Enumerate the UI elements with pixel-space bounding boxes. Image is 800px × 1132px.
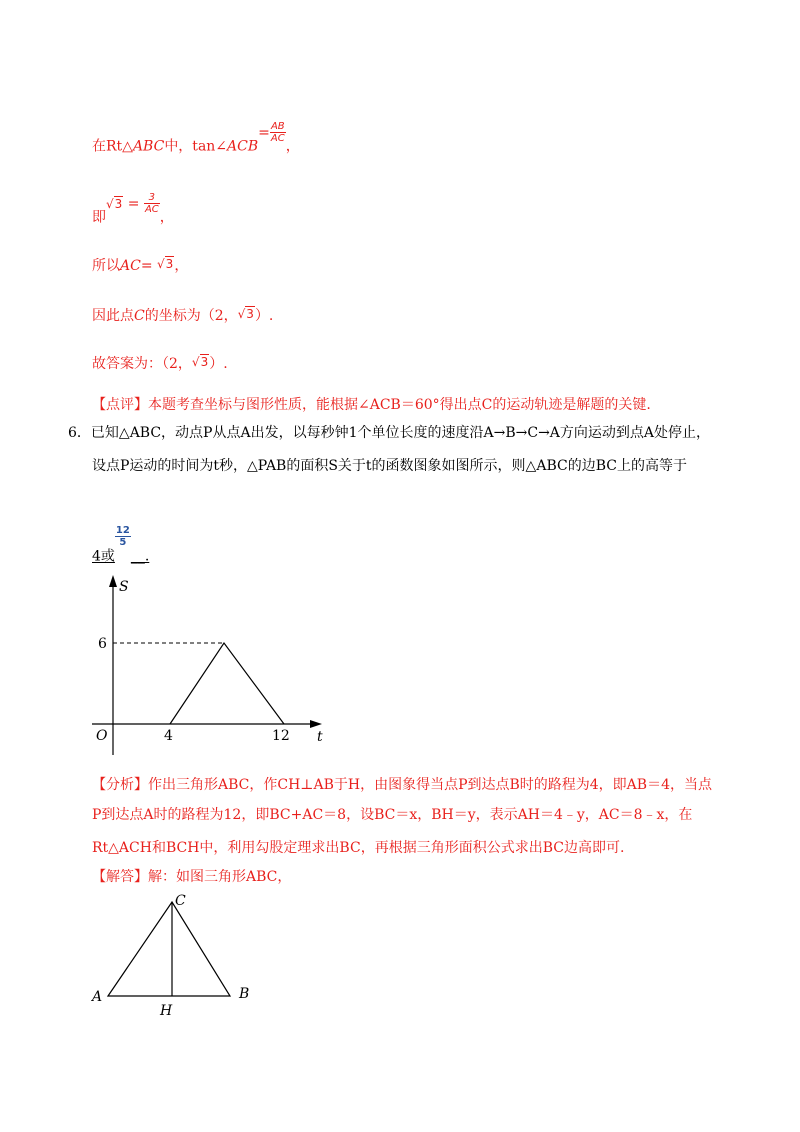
y-axis-label: S: [119, 579, 129, 595]
text: 的坐标为（2，: [144, 308, 238, 324]
problem-text: 已知△ABC，动点P从点A出发，以每秒钟1个单位长度的速度沿A→B→C→A方向运动到点A处停止，: [90, 425, 711, 441]
problem-number: 6．: [68, 425, 91, 441]
sqrt-3: √3: [106, 196, 123, 211]
label-h: H: [160, 1003, 173, 1019]
text: 12: [115, 525, 130, 536]
triangle-abc: [108, 902, 230, 996]
text: __.: [130, 548, 150, 565]
text: 在Rt△: [92, 138, 133, 155]
text: 即: [92, 209, 106, 226]
comment-line: 【点评】本题考查坐标与图形性质，能根据∠ACB＝60°得出点C的运动轨迹是解题的关键.: [92, 397, 651, 413]
label-b: B: [239, 986, 250, 1002]
text: ）.: [254, 308, 274, 324]
text: 故答案为：（2，: [92, 356, 192, 372]
text: ACB: [227, 138, 259, 155]
sqrt-3: √3: [157, 257, 174, 271]
text: AC: [120, 258, 141, 274]
solution-heading: 【解答】解：如图三角形ABC，: [92, 869, 292, 885]
text: 3: [114, 196, 123, 211]
text: ABC: [132, 138, 165, 155]
x-axis-arrow: [310, 720, 322, 728]
analysis-line-1: 【分析】作出三角形ABC，作CH⊥AB于H，由图象得当点P到达点B时的路程为4，即AB＝4，当点: [92, 777, 712, 793]
sqrt-3: √3: [237, 307, 254, 321]
y-tick-label: 6: [98, 636, 107, 652]
text: =: [140, 258, 153, 274]
text: 3: [246, 307, 254, 321]
text: 因此点: [92, 308, 134, 324]
text: AC: [144, 204, 159, 215]
text: 3: [144, 192, 160, 204]
x-tick-label-12: 12: [272, 728, 290, 744]
y-axis-arrow: [109, 575, 117, 587]
text: 5: [119, 537, 127, 548]
function-curve: [170, 643, 284, 724]
text: 3: [200, 355, 209, 369]
text: 所以: [92, 258, 120, 274]
text: 中，tan∠: [164, 138, 228, 155]
origin-label: O: [96, 728, 108, 744]
label-c: C: [175, 893, 186, 909]
analysis-line-2: P到达点A时的路程为12，即BC+AC＝8，设BC＝x，BH＝y，表示AH＝4﹣y，AC＝8﹣x，在: [92, 807, 693, 823]
problem-6-line-2: 设点P运动的时间为t秒，△PAB的面积S关于t的函数图象如图所示，则△ABC的边BC上的高等于: [92, 458, 687, 474]
x-axis-label: t: [317, 729, 323, 745]
text: 3: [165, 257, 174, 271]
label-a: A: [92, 989, 103, 1005]
x-tick-label-4: 4: [164, 728, 173, 744]
text: C: [134, 308, 145, 324]
text: =: [127, 195, 140, 212]
text: ，: [174, 258, 189, 274]
text: ）.: [209, 356, 228, 372]
text: AC: [270, 133, 285, 144]
text: AB: [270, 121, 285, 132]
analysis-line-3: Rt△ACH和BCH中，利用勾股定理求出BC，再根据三角形面积公式求出BC边高即可.: [92, 840, 625, 856]
text: =: [258, 124, 270, 141]
sqrt-3: √3: [191, 355, 209, 369]
text: 4或: [92, 548, 115, 565]
text: ，: [159, 209, 174, 226]
text: ，: [285, 138, 300, 155]
